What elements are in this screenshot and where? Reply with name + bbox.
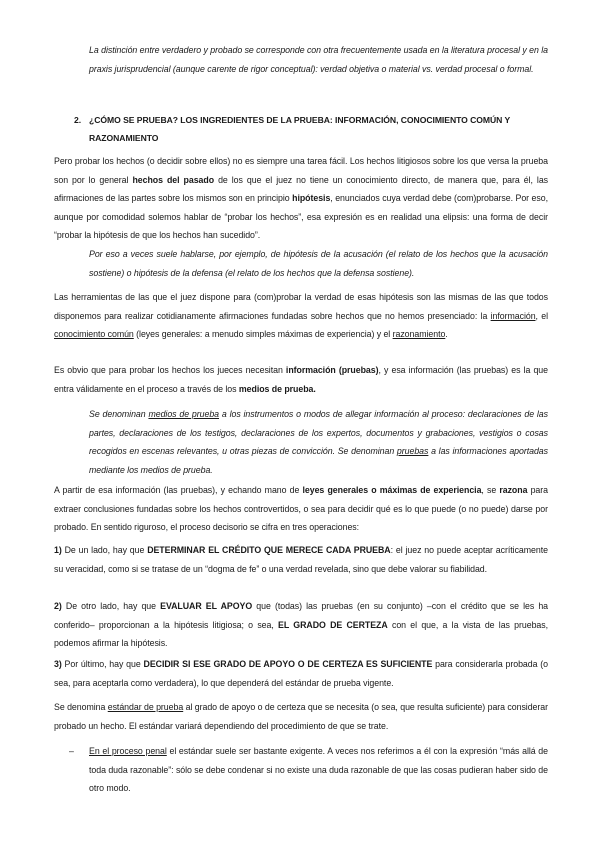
p2-text-4: . (445, 329, 448, 340)
op2-text-2: que (todas) las pruebas (en su conjunto) –con el crédito que se les ha conferido– proporcionan a la hipótesis litigiosa; o sea, (54, 601, 549, 630)
operation-1 (54, 541, 548, 578)
quote-hipotesis (89, 245, 548, 282)
paragraph-razonamiento (54, 481, 548, 537)
op2-number: 2) (54, 601, 62, 611)
intro-quote-text: La distinción entre verdadero y probado se corresponde con otra frecuentemente usada en la literatura procesal y en la praxis jurisprudencial (aunque carente de rigor conceptual): verdad objetiva o material vs. verdad procesal o formal. (89, 45, 548, 74)
p3-text-1: Es obvio que para probar los hechos los jueces necesitan (54, 365, 286, 375)
p2-underline-1: información (490, 310, 536, 321)
p2-underline-2: conocimiento común (54, 329, 134, 340)
op3-text-2: para considerarla probada (o sea, para aceptarla como verdadera), lo que dependerá del estándar de prueba vigente. (54, 659, 548, 688)
p4-text-1: A partir de esa información (las pruebas), y echando mano de (54, 485, 303, 495)
p2-text-1: Las herramientas de las que el juez dispone para (com)probar la verdad de esas hipótesis son las mismas de las que todos disponemos para realizar cotidianamente afirmaciones fundadas sobre hechos que no hemos presenciado: la (54, 292, 548, 321)
p3-text-2: , y esa información (las pruebas) es la que entra válidamente en el proceso a través de los (54, 365, 548, 394)
p1-text-1: Pero probar los hechos (o decidir sobre ellos) no es siempre una tarea fácil. Los hechos litigiosos sobre los que versa la prueba son por lo general (54, 156, 548, 185)
quote1-text: Por eso a veces suele hablarse, por ejemplo, de hipótesis de la acusación (el relato de los hechos que la acusación sostiene) o hipótesis de la defensa (el relato de los hechos que la defensa sostiene). (89, 249, 548, 278)
operation-2 (54, 597, 548, 653)
paragraph-hechos (54, 152, 548, 245)
p1-bold-1: hechos del pasado (132, 174, 215, 185)
quote-medios-prueba (89, 405, 548, 479)
op3-text-1: Por último, hay que (61, 659, 144, 669)
p4-text-3: para extraer conclusiones fundadas sobre los hechos controvertidos, o sea para decidir qué es lo que puede (o no puede) darse por probado. En sentido riguroso, el proceso decisorio se cifra en tres operaciones: (54, 485, 548, 533)
p2-text-2: , el (535, 310, 548, 321)
paragraph-herramientas (54, 288, 548, 344)
p5-underline-1: estándar de prueba (107, 702, 184, 712)
section-heading (74, 112, 549, 147)
quote2-text-1: Se denominan (89, 409, 149, 419)
p4-bold-1: leyes generales o máximas de experiencia (302, 485, 482, 495)
p3-bold-2: medios de prueba. (238, 383, 316, 394)
op1-bold-1: DETERMINAR EL CRÉDITO QUE MERECE CADA PRUEBA (147, 545, 391, 555)
op1-number: 1) (54, 545, 62, 555)
paragraph-estandar (54, 698, 548, 735)
p2-text-3: (leyes generales: a menudo simples máximas de experiencia) y el (133, 329, 393, 340)
quote2-underline-2: pruebas (396, 446, 429, 457)
quote2-text-3: a las informaciones aportadas mediante los medios de prueba. (89, 446, 548, 475)
p4-bold-2: razona (499, 485, 528, 495)
bullet1-underline: En el proceso penal (89, 746, 167, 756)
operation-3 (54, 655, 548, 692)
quote2-text-2: a los instrumentos o modos de allegar información al proceso: declaraciones de las partes, declaraciones de los testigos, declaraciones de los expertos, documentos y grabaciones, vestigios o cosas recogidos en escenas relevantes, u otras piezas de convicción. Se denominan (89, 409, 549, 457)
p1-text-2: de los que el juez no tiene un conocimiento directo, de manera que, para él, las afirmaciones de las partes sobre los mismos son en principio (54, 174, 549, 204)
intro-quote (89, 41, 548, 78)
bullet1-text: el estándar suele ser bastante exigente. A veces nos referimos a él con la expresión “más allá de toda duda razonable”: sólo se debe condenar si no existe una duda razonable de que las cosas pudieran haber sido de otro modo. (89, 746, 548, 794)
bullet-proceso-penal (69, 742, 548, 798)
op2-bold-2: EL GRADO DE CERTEZA (278, 619, 388, 630)
dash-bullet: – (69, 746, 74, 756)
p1-text-3: , enunciados cuya verdad debe (com)probarse. Por eso, aunque por comodidad solemos hablar de “probar los hechos”, esa expresión es en realidad una elipsis: una forma de decir “probar la hipótesis de que los hechos han sucedido”. (54, 193, 548, 241)
quote2-underline-1: medios de prueba (148, 409, 220, 419)
p5-text-2: al grado de apoyo o de certeza que se necesita (o sea, que resulta suficiente) para considerar probado un hecho. El estándar variará dependiendo del procedimiento de que se trate. (54, 702, 549, 731)
p3-bold-1: información (pruebas) (285, 365, 379, 375)
p2-underline-3: razonamiento (392, 329, 446, 340)
op1-text-1: De un lado, hay que (61, 545, 148, 555)
op1-text-2: : el juez no puede aceptar acríticamente su veracidad, como si se tratase de un “dogma de fe” o una verdad revelada, sino que debe valorar su fiabilidad. (54, 545, 548, 574)
op3-bold-1: DECIDIR SI ESE GRADO DE APOYO O DE CERTEZA ES SUFICIENTE (143, 659, 433, 669)
paragraph-informacion (54, 361, 548, 398)
p5-text-1: Se denomina (54, 702, 108, 712)
p4-text-2: , se (481, 485, 500, 495)
op2-text-1: De otro lado, hay que (61, 601, 161, 611)
op3-number: 3) (54, 659, 62, 669)
op2-text-3: con el que, a la vista de las pruebas, podemos afirmar la hipótesis. (54, 619, 548, 649)
section-number: 2. (74, 115, 82, 125)
op2-bold-1: EVALUAR EL APOYO (160, 601, 253, 611)
p1-bold-2: hipótesis (292, 193, 331, 204)
section-title: ¿CÓMO SE PRUEBA? LOS INGREDIENTES DE LA PRUEBA: INFORMACIÓN, CONOCIMIENTO COMÚN Y RAZONAMIENTO (89, 115, 511, 143)
